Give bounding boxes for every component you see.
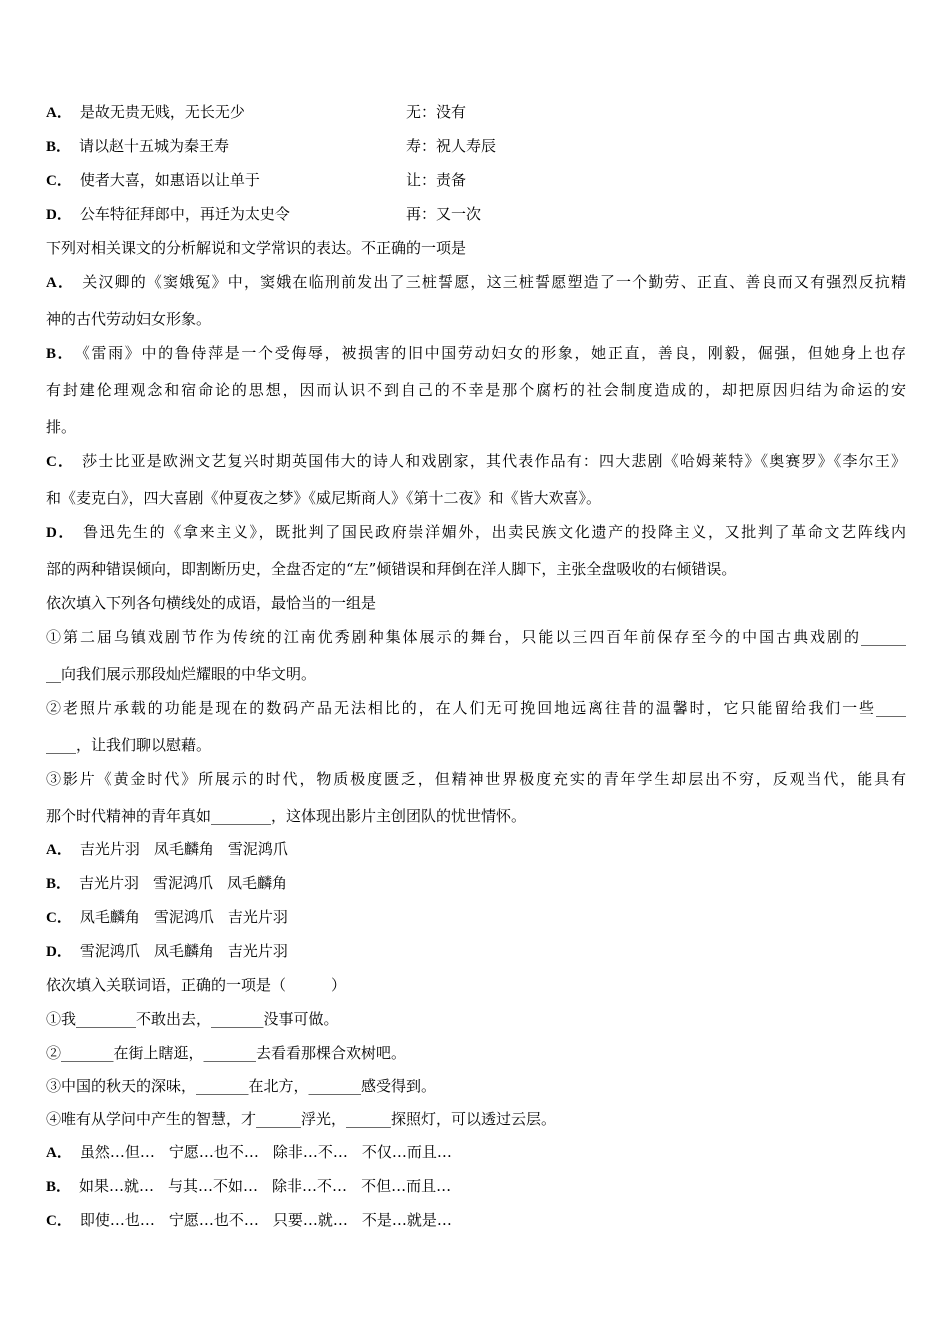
option-item: 只要…就… [272,1211,348,1229]
option-label: C． [46,910,72,926]
q4-stem: 依次填入关联词语，正确的一项是（ ） [46,976,347,994]
q4-sentence-1: ①我________不敢出去，_______没事可做。 [46,1010,339,1028]
q2-option-a-line2: 神的古代劳动妇女形象。 [46,310,212,328]
q3-stem: 依次填入下列各句横线处的成语，最恰当的一组是 [46,594,377,612]
q1-option-b [46,136,906,157]
q2-option-a-line1 [46,272,906,293]
q4-option-b [46,1176,906,1197]
option-item: 吉光片羽 [79,840,140,858]
option-item: 如果…就… [79,1177,155,1195]
option-item: 雪泥鸿爪 [227,840,288,858]
option-label: A． [46,105,72,121]
q1-option-a [46,102,906,123]
option-item: 凤毛麟角 [153,840,214,858]
option-item: 雪泥鸿爪 [153,874,214,892]
q3-sentence-2-line2: ____，让我们聊以慰藉。 [46,736,212,754]
q4-sentence-2: ②_______在街上瞎逛，_______去看看那棵合欢树吧。 [46,1044,407,1062]
option-gloss: 寿：祝人寿辰 [406,137,497,155]
q4-option-a [46,1142,906,1163]
option-label: B． [46,139,72,155]
option-gloss: 无：没有 [406,103,467,121]
option-label: C． [46,1213,72,1229]
option-label: A． [46,842,72,858]
option-label: B． [46,876,72,892]
option-item: 即使…也… [79,1211,155,1229]
q2-option-c-line2: 和《麦克白》，四大喜剧《仲夏夜之梦》《威尼斯商人》《第十二夜》和《皆大欢喜》。 [46,489,602,507]
option-sentence: 公车特征拜郎中，再迁为太史令 [79,205,290,223]
option-item: 吉光片羽 [227,942,288,960]
option-item: 不仅…而且… [361,1143,452,1161]
q2-option-d-line1 [46,522,906,543]
option-item: 雪泥鸿爪 [153,908,214,926]
q4-sentence-3: ③中国的秋天的深味，_______在北方，_______感受得到。 [46,1077,437,1095]
q1-option-d [46,204,906,225]
option-label: B． [46,346,75,362]
q3-option-c [46,907,906,928]
option-item: 宁愿…也不… [168,1211,259,1229]
option-label: A． [46,1145,72,1161]
q3-sentence-1-line1: ①第二届乌镇戏剧节作为传统的江南优秀剧种集体展示的舞台，只能以三四百年前保存至今的中国古典戏剧的______ [46,628,906,646]
option-item: 雪泥鸿爪 [79,942,140,960]
option-sentence: 请以赵十五城为秦王寿 [79,137,230,155]
q2-stem: 下列对相关课文的分析解说和文学常识的表达。不正确的一项是 [46,239,467,257]
option-gloss: 让：责备 [406,171,467,189]
q3-option-a [46,839,906,860]
option-label: D． [46,207,72,223]
q3-sentence-2-line1: ②老照片承载的功能是现在的数码产品无法相比的，在人们无可挽回地远离往昔的温馨时，它只能留给我们一些____ [46,699,906,717]
option-label: C． [46,173,72,189]
option-item: 除非…不… [272,1177,348,1195]
option-label: D． [46,944,72,960]
option-label: B． [46,1179,72,1195]
q3-sentence-3-line1: ③影片《黄金时代》所展示的时代，物质极度匮乏，但精神世界极度充实的青年学生却层出不穷，反观当代，能具有 [46,770,906,788]
option-label: A． [46,275,75,291]
q3-sentence-3-line2: 那个时代精神的青年真如________，这体现出影片主创团队的忧世情怀。 [46,807,527,825]
option-item: 吉光片羽 [79,874,140,892]
q3-option-b [46,873,906,894]
option-item: 不是…就是… [361,1211,452,1229]
option-item: 吉光片羽 [227,908,288,926]
option-label: C． [46,454,75,470]
option-sentence: 是故无贵无贱，无长无少 [79,103,245,121]
option-sentence: 使者大喜，如惠语以让单于 [79,171,260,189]
option-item: 不但…而且… [361,1177,452,1195]
q1-option-c [46,170,906,191]
option-item: 凤毛麟角 [79,908,140,926]
option-label: D． [46,525,76,541]
q3-option-d [46,941,906,962]
q4-sentence-4: ④唯有从学问中产生的智慧，才______浮光，______探照灯，可以透过云层。 [46,1110,557,1128]
option-item: 除非…不… [272,1143,348,1161]
q2-option-b-line1 [46,343,906,364]
option-item: 虽然…但… [79,1143,155,1161]
option-gloss: 再：又一次 [406,205,482,223]
option-text: 关汉卿的《窦娥冤》中，窦娥在临刑前发出了三桩誓愿，这三桩誓愿塑造了一个勤劳、正直、善良而又有强烈反抗精 [82,273,906,291]
q3-sentence-1-line2: __向我们展示那段灿烂耀眼的中华文明。 [46,665,317,683]
option-text: 鲁迅先生的《拿来主义》，既批判了国民政府崇洋媚外，出卖民族文化遗产的投降主义，又批判了革命文艺阵线内 [83,523,906,541]
option-item: 宁愿…也不… [168,1143,259,1161]
option-text: 莎士比亚是欧洲文艺复兴时期英国伟大的诗人和戏剧家，其代表作品有：四大悲剧《哈姆莱特》《奥赛罗》《李尔王》 [82,452,906,470]
option-item: 凤毛麟角 [227,874,288,892]
option-item: 凤毛麟角 [153,942,214,960]
q4-option-c [46,1210,906,1231]
q2-option-d-line2: 部的两种错误倾向，即割断历史，全盘否定的“左”倾错误和拜倒在洋人脚下，主张全盘吸收的右倾错误。 [46,560,737,578]
q2-option-b-line3: 排。 [46,418,77,436]
option-text: 《雷雨》中的鲁侍萍是一个受侮辱，被损害的旧中国劳动妇女的形象，她正直，善良，刚毅，倔强，但她身上也存 [82,344,906,362]
q2-option-c-line1 [46,451,906,472]
option-item: 与其…不如… [168,1177,259,1195]
q2-option-b-line2: 有封建伦理观念和宿命论的思想，因而认识不到自己的不幸是那个腐朽的社会制度造成的，却把原因归结为命运的安 [46,381,906,399]
